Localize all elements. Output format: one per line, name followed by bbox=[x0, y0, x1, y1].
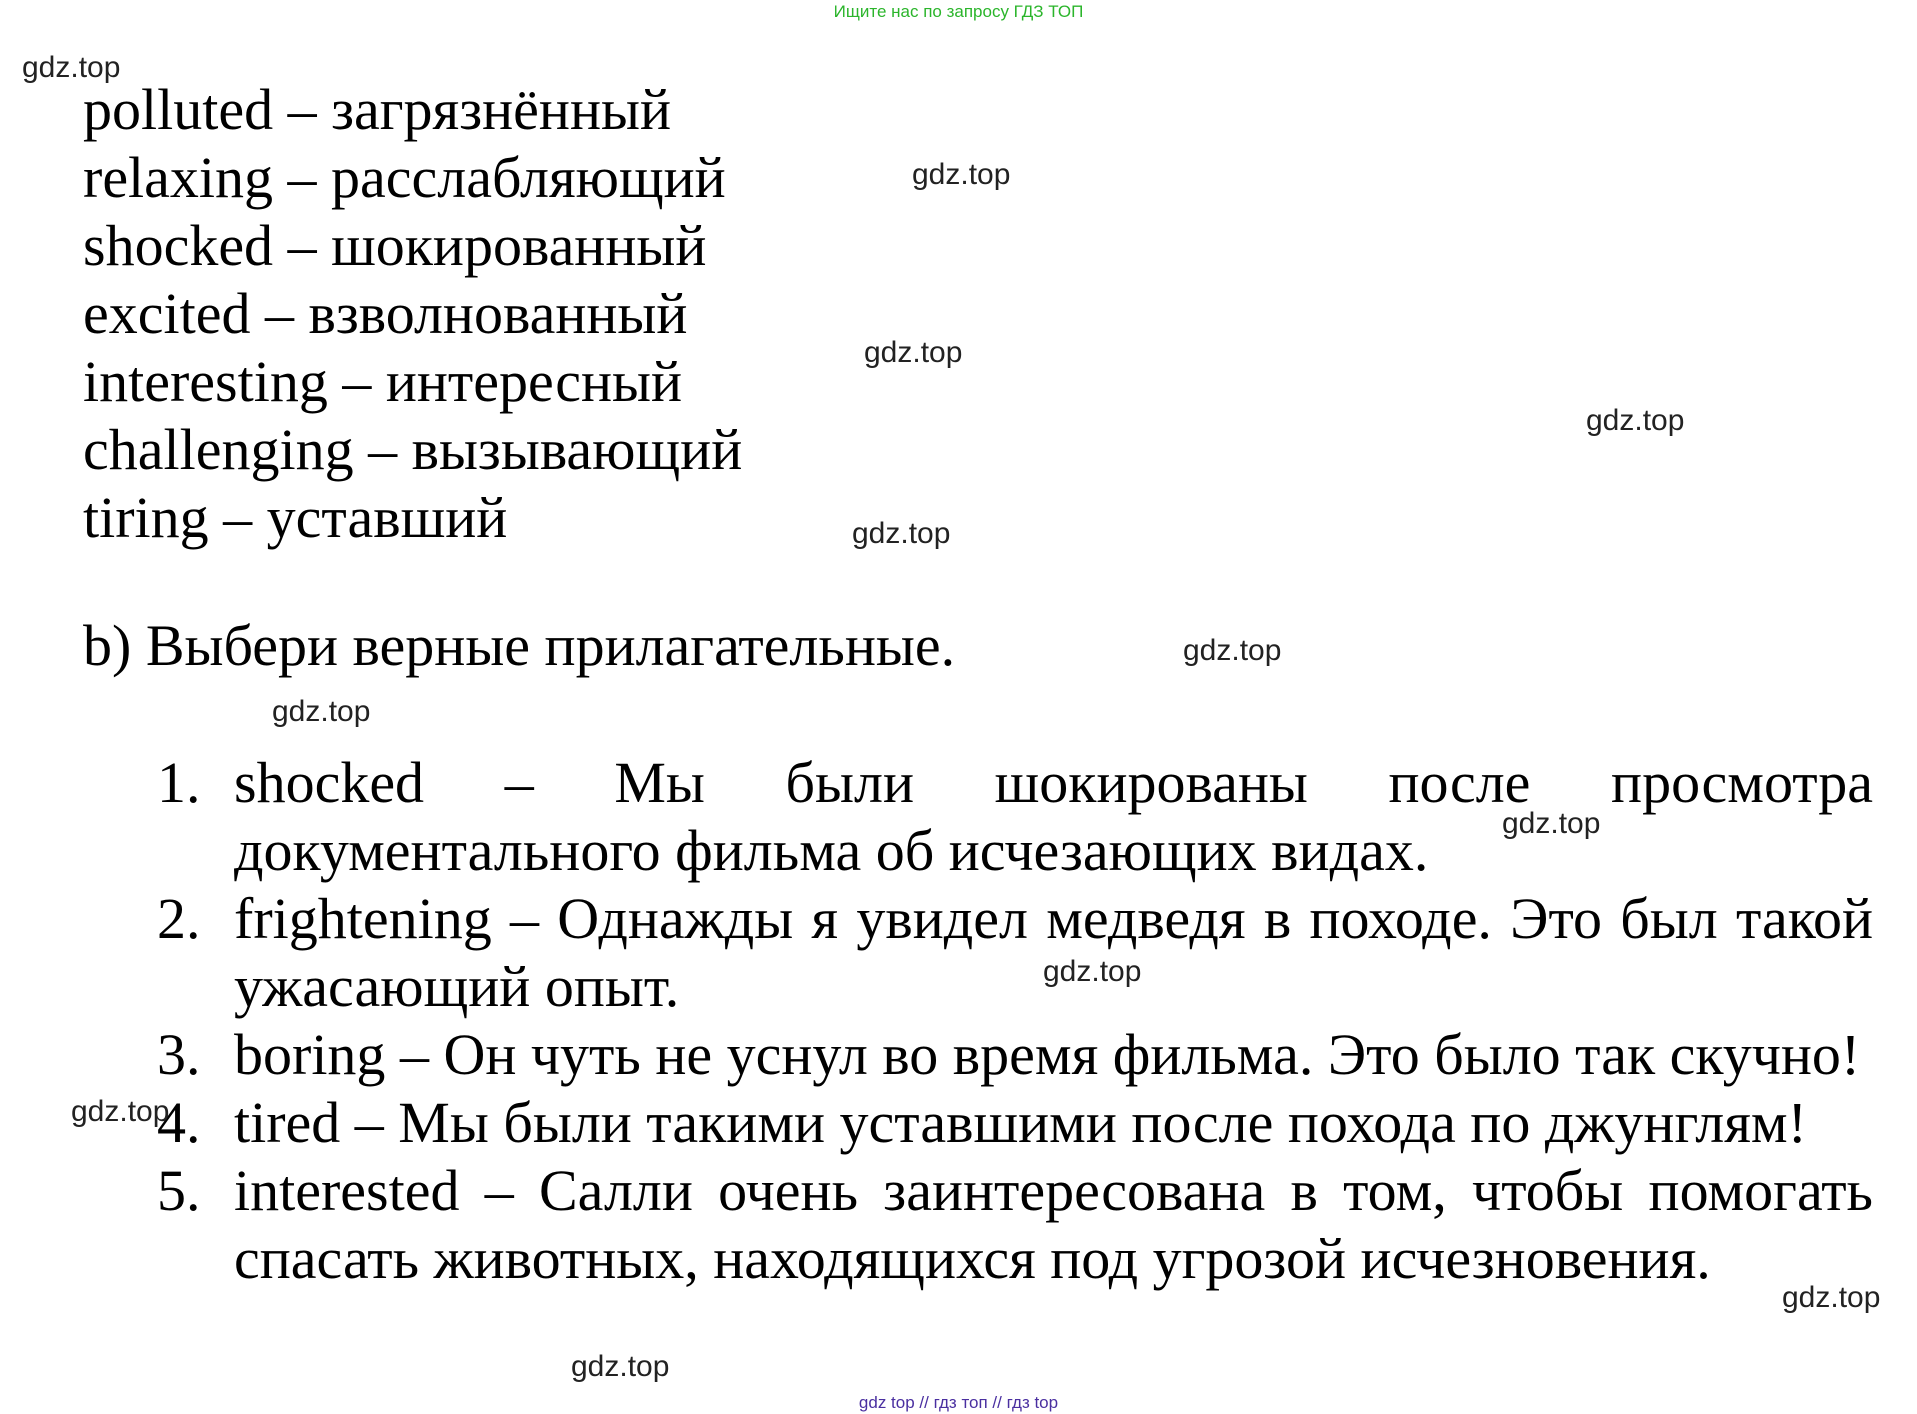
vocab-item bbox=[83, 76, 742, 144]
watermark: gdz.top bbox=[1782, 1281, 1881, 1314]
answer-dash: – bbox=[509, 886, 539, 951]
watermark: gdz.top bbox=[1183, 634, 1282, 667]
vocab-dash: – bbox=[264, 281, 294, 346]
task-heading: b) Выбери верные прилагательные. bbox=[83, 613, 956, 678]
answer-text: Однажды я увидел медведя в походе. Это был такой ужасающий опыт. bbox=[234, 886, 1874, 1019]
vocab-russian: вызывающий bbox=[411, 417, 743, 482]
vocab-english: excited bbox=[83, 281, 251, 346]
answer-number: 3. bbox=[157, 1022, 201, 1087]
answer-word: boring bbox=[234, 1022, 386, 1087]
answer-word: shocked bbox=[234, 750, 425, 815]
vocab-dash: – bbox=[223, 485, 253, 550]
watermark: gdz.top bbox=[1586, 404, 1685, 437]
answer-item bbox=[0, 1157, 1873, 1293]
vocab-russian: взволнованный bbox=[308, 281, 688, 346]
top-banner: Ищите нас по запросу ГДЗ ТОП bbox=[833, 2, 1084, 21]
vocab-english: relaxing bbox=[83, 145, 274, 210]
watermark: gdz.top bbox=[571, 1350, 670, 1383]
answer-text: Салли очень заинтересована в том, чтобы помогать спасать животных, находящихся под угрозой исчезновения. bbox=[234, 1158, 1873, 1291]
answer-number: 1. bbox=[157, 750, 201, 815]
vocab-item bbox=[83, 484, 742, 552]
answer-dash: – bbox=[504, 750, 534, 815]
answer-item bbox=[0, 1089, 1873, 1157]
answer-word: tired bbox=[234, 1090, 341, 1155]
answer-text: Мы были шокированы после просмотра документального фильма об исчезающих видах. bbox=[234, 750, 1874, 883]
vocab-english: interesting bbox=[83, 349, 328, 414]
watermark: gdz.top bbox=[852, 517, 951, 550]
vocab-dash: – bbox=[287, 145, 317, 210]
vocab-item bbox=[83, 144, 742, 212]
answer-word: frightening bbox=[234, 886, 492, 951]
answer-text: Мы были такими уставшими после похода по джунглям! bbox=[398, 1090, 1807, 1155]
vocab-russian: уставший bbox=[266, 485, 508, 550]
vocab-russian: интересный bbox=[385, 349, 682, 414]
answer-dash: – bbox=[484, 1158, 514, 1223]
answer-item bbox=[0, 885, 1873, 1021]
watermark: gdz.top bbox=[912, 158, 1011, 191]
answer-dash: – bbox=[399, 1022, 429, 1087]
watermark: gdz.top bbox=[272, 695, 371, 728]
vocab-russian: расслабляющий bbox=[331, 145, 726, 210]
vocab-dash: – bbox=[287, 77, 317, 142]
vocab-dash: – bbox=[368, 417, 398, 482]
vocabulary-list bbox=[83, 76, 742, 552]
answer-number: 2. bbox=[157, 886, 201, 951]
vocab-english: tiring bbox=[83, 485, 209, 550]
vocab-item bbox=[83, 416, 742, 484]
vocab-english: shocked bbox=[83, 213, 274, 278]
footer: gdz top // гдз топ // гдз top bbox=[858, 1393, 1059, 1412]
vocab-russian: загрязнённый bbox=[331, 77, 671, 142]
vocab-english: polluted bbox=[83, 77, 274, 142]
vocab-dash: – bbox=[342, 349, 372, 414]
vocab-item bbox=[83, 212, 742, 280]
vocab-dash: – bbox=[287, 213, 317, 278]
vocab-english: challenging bbox=[83, 417, 354, 482]
answer-number: 5. bbox=[157, 1158, 201, 1223]
answer-dash: – bbox=[354, 1090, 384, 1155]
answers-list bbox=[0, 749, 1917, 1293]
answer-text: Он чуть не уснул во время фильма. Это было так скучно! bbox=[443, 1022, 1861, 1087]
vocab-item bbox=[83, 280, 742, 348]
watermark: gdz.top bbox=[22, 51, 121, 84]
watermark: gdz.top bbox=[864, 336, 963, 369]
watermark: gdz.top bbox=[1043, 955, 1142, 988]
answer-item bbox=[0, 1021, 1873, 1089]
answer-word: interested bbox=[234, 1158, 460, 1223]
vocab-item bbox=[83, 348, 742, 416]
answer-number: 4. bbox=[157, 1090, 201, 1155]
watermark: gdz.top bbox=[71, 1095, 170, 1128]
watermark: gdz.top bbox=[1502, 807, 1601, 840]
vocab-russian: шокированный bbox=[331, 213, 707, 278]
